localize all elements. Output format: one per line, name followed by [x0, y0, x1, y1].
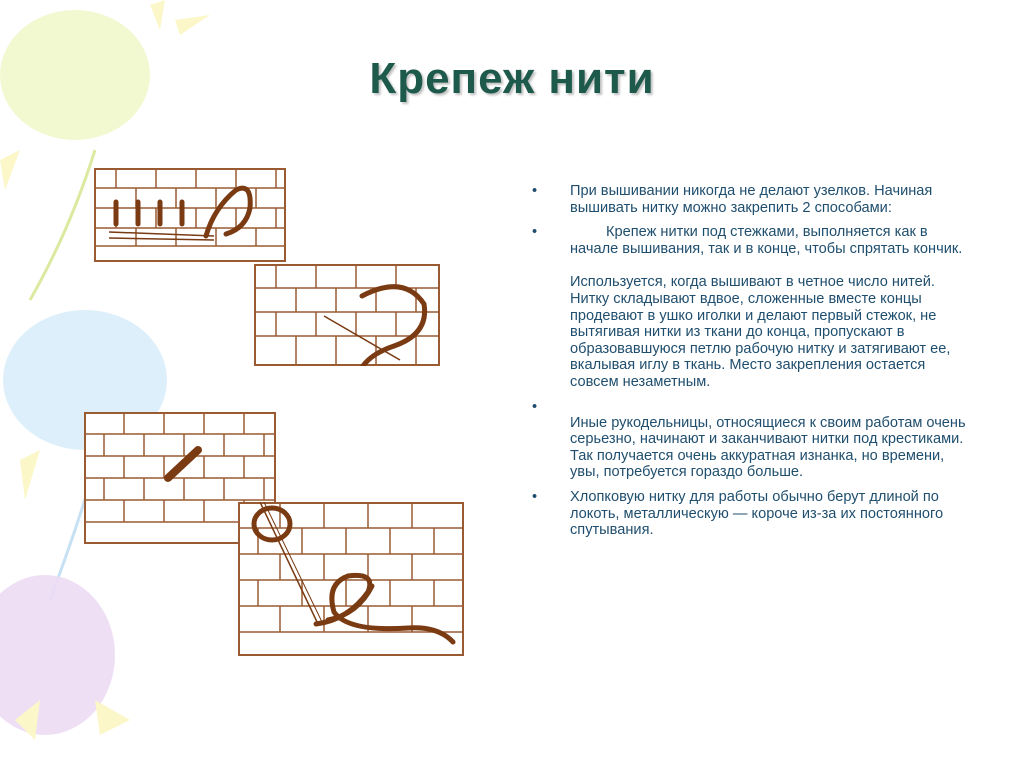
stitch-anchor-diagram-4 — [238, 502, 464, 656]
bullet-text: Иные рукодельницы, относящиеся к своим работам очень серьезно, начинают и заканчивают нитки под крестиками. Так получается очень аккуратная изнанка, но времени, увы, потребуется гораздо больше. — [570, 414, 966, 481]
bullet-item — [532, 399, 972, 415]
bullet-item — [532, 489, 972, 539]
bullet-marker: • — [532, 398, 538, 415]
bullet-marker: • — [532, 183, 538, 199]
bullet-text: Крепеж нитки под стежками, выполняется как в начале вышивания, так и в конце, чтобы спрятать кончик. — [570, 224, 963, 257]
slide-title: Крепеж нити — [369, 54, 655, 103]
bullet-text-continued: Используется, когда вышивают в четное число нитей. Нитку складывают вдвое, сложенные вместе концы продевают в ушко иголки и делают первый стежок, не вытягивая нитки из ткани до конца, пропускают в образовавшуюся петлю рабочую нитку и затягивают ее, вкалывая иглу в ткань. Место закрепления остается совсем незаметным. — [570, 274, 951, 390]
bullet-item — [532, 415, 972, 481]
bullet-marker: • — [532, 488, 538, 505]
bullet-list — [532, 183, 972, 547]
stitch-anchor-diagram-1 — [94, 168, 286, 262]
stitch-anchor-diagram-2 — [254, 264, 440, 366]
bullet-text — [570, 399, 972, 415]
bullet-marker: • — [532, 224, 538, 241]
bullet-item — [532, 183, 972, 216]
bullet-text: При вышивании никогда не делают узелков. Начиная вышивать нитку можно закрепить 2 способами: — [570, 183, 933, 216]
bullet-item — [532, 224, 972, 390]
bullet-text: Хлопковую нитку для работы обычно берут длиной по локоть, металлическую — короче из-за их постоянного спутывания. — [570, 488, 944, 539]
